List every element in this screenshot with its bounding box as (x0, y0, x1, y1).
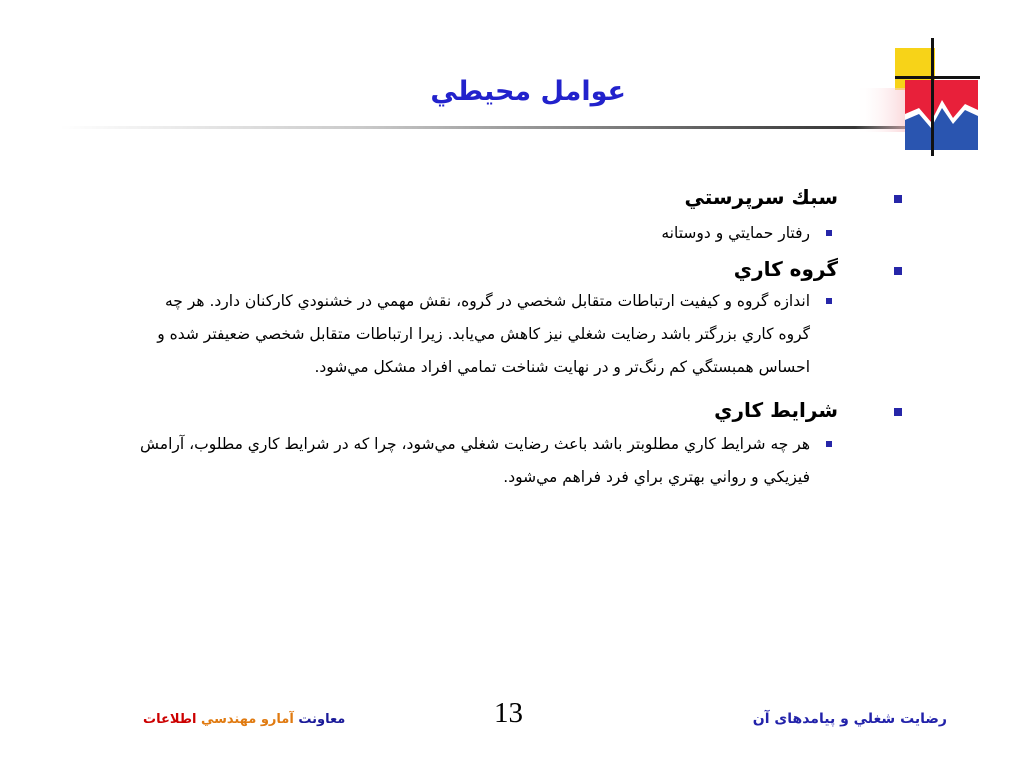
page-number: 13 (494, 697, 523, 729)
section-heading-text: سبك سرپرستي (684, 185, 838, 209)
square-bullet-small-icon (826, 298, 832, 304)
footer-department-part3: اطلاعات (143, 712, 197, 727)
slide-title: عوامل محيطي (430, 76, 626, 107)
bullet-point (138, 428, 810, 494)
section-heading (138, 185, 838, 209)
bullet-point-text: هر چه شرايط كاري مطلوبتر باشد باعث رضايت شغلي مي‌شود، چرا كه در شرايط كاري مطلوب، آرامش فيزيكي و رواني بهتري براي فرد فراهم مي‌شود. (140, 435, 810, 486)
section-heading-text: شرايط كاري (714, 398, 838, 422)
footer-department-part2: آمارو مهندسي (200, 712, 294, 727)
section-heading (138, 257, 838, 281)
footer-department (143, 712, 345, 727)
bullet-point-text: اندازه گروه و كيفيت ارتباطات متقابل شخصي در گروه، نقش مهمي در خشنودي كاركنان دارد. هر چه گروه كاري بزرگتر باشد رضايت شغلي نيز كاهش مي‌يابد. زيرا ارتباطات متقابل شخصي ضعيفتر شده و احساس همبستگي كم رنگ‌تر و در نهايت شناخت تمامي افراد مشكل مي‌شود. (157, 292, 810, 376)
section-heading (138, 398, 838, 422)
square-bullet-icon (894, 195, 902, 203)
square-bullet-icon (894, 408, 902, 416)
footer-department-part1: معاونت (298, 712, 346, 727)
slide-content (138, 185, 838, 494)
title-divider (60, 126, 932, 129)
bullet-point (138, 285, 810, 384)
square-bullet-small-icon (826, 230, 832, 236)
square-bullet-small-icon (826, 441, 832, 447)
company-logo-icon (855, 38, 980, 156)
section-heading-text: گروه كاري (733, 257, 838, 281)
square-bullet-icon (894, 267, 902, 275)
footer-topic: رضايت شغلي و پيامدهای آن (752, 711, 947, 727)
bullet-point-text: رفتار حمايتي و دوستانه (661, 224, 810, 242)
bullet-point (138, 223, 810, 243)
